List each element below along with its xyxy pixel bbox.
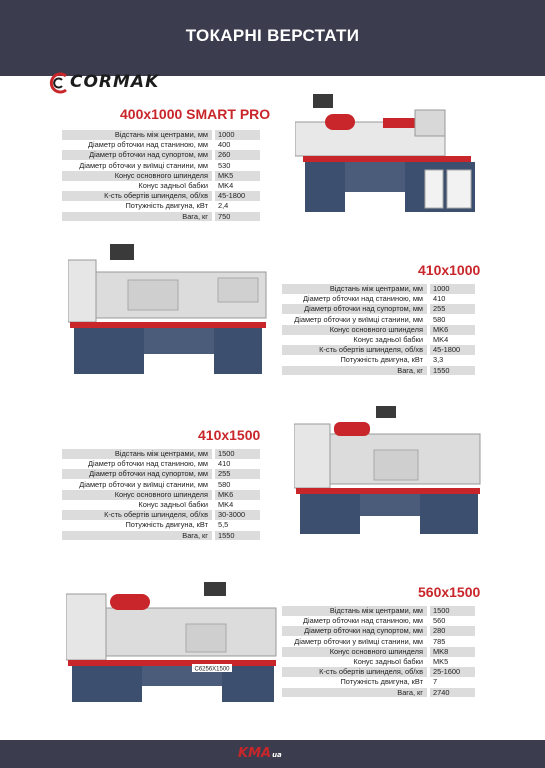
spec-table-4 (282, 606, 475, 698)
spec-label: К-сть обертів шпинделя, об/хв (282, 667, 427, 677)
spec-value: MK6 (430, 325, 475, 335)
spec-value: 410 (433, 294, 446, 304)
spec-label: Діаметр обточки над супортом, мм (282, 304, 427, 314)
spec-row (62, 480, 260, 490)
spec-row (62, 201, 260, 211)
spec-value: MK8 (430, 647, 475, 657)
spec-value: 2,4 (218, 201, 229, 211)
spec-row (282, 677, 475, 687)
spec-label: Діаметр обточки над супортом, мм (62, 469, 212, 479)
model-title-4: 560x1500 (418, 584, 481, 600)
cormak-logo (48, 72, 198, 94)
spec-row (282, 616, 475, 626)
spec-label: Конус задньої бабки (138, 499, 208, 509)
spec-label: Конус основного шпинделя (282, 647, 427, 657)
spec-row (282, 304, 475, 314)
kma-logo-suffix: ua (272, 751, 282, 759)
spec-label: Конус задньої бабки (353, 334, 423, 344)
lathe-image-1 (295, 92, 480, 217)
spec-value: MK4 (433, 334, 449, 344)
spec-row (62, 500, 260, 510)
spec-row (62, 490, 260, 500)
spec-row (62, 449, 260, 459)
spec-value: 1500 (430, 606, 475, 616)
machine-plate: C6256X1500 (194, 666, 230, 673)
spec-value: 260 (215, 150, 260, 160)
spec-row (62, 191, 260, 201)
spec-label: Відстань між центрами, мм (62, 130, 212, 140)
spec-value: 1000 (430, 284, 475, 294)
spec-row (282, 647, 475, 657)
spec-row (62, 469, 260, 479)
spec-value: 45-1800 (430, 345, 475, 355)
spec-label: Діаметр обточки у виїмці станини, мм (79, 160, 208, 170)
lathe-image-2 (68, 240, 268, 378)
spec-label: Конус задньої бабки (353, 656, 423, 666)
spec-row (282, 626, 475, 636)
spec-label: К-сть обертів шпинделя, об/хв (282, 345, 427, 355)
spec-value: 3,3 (433, 355, 444, 365)
cormak-swoosh-icon (48, 72, 70, 94)
spec-row (282, 284, 475, 294)
spec-row (282, 606, 475, 616)
spec-row (282, 657, 475, 667)
spec-value: 400 (218, 140, 231, 150)
spec-label: Діаметр обточки над станиною, мм (88, 459, 208, 469)
spec-label: Вага, кг (282, 688, 427, 698)
spec-label: Діаметр обточки у виїмці станини, мм (294, 314, 423, 324)
spec-row (62, 212, 260, 222)
spec-label: К-сть обертів шпинделя, об/хв (62, 191, 212, 201)
model-title-1: 400x1000 SMART PRO (120, 106, 271, 122)
spec-value: 560 (433, 616, 446, 626)
spec-value: 1550 (215, 531, 260, 541)
spec-label: Вага, кг (282, 366, 427, 376)
spec-row (62, 171, 260, 181)
spec-row (282, 688, 475, 698)
page-header (0, 0, 545, 76)
spec-label: Відстань між центрами, мм (62, 449, 212, 459)
spec-row (282, 315, 475, 325)
spec-value: 1000 (215, 130, 260, 140)
spec-label: Діаметр обточки у виїмці станини, мм (79, 479, 208, 489)
spec-label: Потужність двигуна, кВт (125, 201, 208, 211)
spec-row (282, 637, 475, 647)
spec-value: MK4 (218, 180, 234, 190)
spec-label: Потужність двигуна, кВт (340, 677, 423, 687)
spec-value: 7 (433, 677, 438, 687)
lathe-image-4 (66, 580, 278, 704)
spec-row (62, 181, 260, 191)
spec-row (282, 335, 475, 345)
spec-label: Діаметр обточки над станиною, мм (88, 140, 208, 150)
spec-value: 580 (433, 314, 446, 324)
spec-row (282, 355, 475, 365)
spec-label: Діаметр обточки над супортом, мм (62, 150, 212, 160)
spec-table-3 (62, 449, 260, 541)
spec-row (282, 366, 475, 376)
spec-label: Конус задньої бабки (138, 180, 208, 190)
spec-label: Діаметр обточки над станиною, мм (303, 616, 423, 626)
page-footer (0, 740, 545, 768)
spec-value: MK5 (215, 171, 260, 181)
spec-label: Потужність двигуна, кВт (340, 355, 423, 365)
lathe-image-3 (294, 404, 484, 538)
spec-value: 750 (215, 212, 260, 222)
spec-value: 45-1800 (215, 191, 260, 201)
spec-row (62, 531, 260, 541)
spec-value: 530 (218, 160, 231, 170)
spec-value: 2740 (430, 688, 475, 698)
spec-value: 785 (433, 636, 446, 646)
kma-logo-text: KMA (238, 746, 272, 761)
spec-value: 255 (430, 304, 475, 314)
spec-value: 580 (218, 479, 231, 489)
spec-value: MK4 (218, 499, 234, 509)
spec-label: Вага, кг (62, 531, 212, 541)
spec-value: 5,5 (218, 520, 229, 530)
spec-row (62, 150, 260, 160)
spec-label: Відстань між центрами, мм (282, 606, 427, 616)
spec-table-1 (62, 130, 260, 222)
page-title: ТОКАРНІ ВЕРСТАТИ (185, 26, 360, 45)
spec-value: 255 (215, 469, 260, 479)
spec-value: MK5 (433, 656, 449, 666)
model-title-2: 410x1000 (418, 262, 481, 278)
spec-row (282, 294, 475, 304)
spec-value: 30-3000 (215, 510, 260, 520)
spec-row (62, 161, 260, 171)
spec-label: Відстань між центрами, мм (282, 284, 427, 294)
spec-table-2 (282, 284, 475, 376)
brand-name: CORMAK (70, 72, 160, 92)
spec-label: Конус основного шпинделя (62, 171, 212, 181)
spec-value: 25-1600 (430, 667, 475, 677)
spec-label: К-сть обертів шпинделя, об/хв (62, 510, 212, 520)
spec-row (282, 345, 475, 355)
spec-label: Конус основного шпинделя (62, 490, 212, 500)
spec-label: Діаметр обточки у виїмці станини, мм (294, 636, 423, 646)
spec-label: Вага, кг (62, 212, 212, 222)
kma-logo (238, 746, 282, 761)
spec-value: 1500 (215, 449, 260, 459)
spec-value: 410 (218, 459, 231, 469)
spec-row (62, 130, 260, 140)
model-title-3: 410x1500 (198, 427, 261, 443)
spec-label: Потужність двигуна, кВт (125, 520, 208, 530)
spec-row (282, 667, 475, 677)
spec-row (62, 140, 260, 150)
spec-value: 280 (430, 626, 475, 636)
spec-label: Конус основного шпинделя (282, 325, 427, 335)
spec-value: 1550 (430, 366, 475, 376)
spec-row (62, 459, 260, 469)
spec-label: Діаметр обточки над супортом, мм (282, 626, 427, 636)
spec-value: MK6 (215, 490, 260, 500)
spec-row (282, 325, 475, 335)
spec-label: Діаметр обточки над станиною, мм (303, 294, 423, 304)
spec-row (62, 520, 260, 530)
spec-row (62, 510, 260, 520)
